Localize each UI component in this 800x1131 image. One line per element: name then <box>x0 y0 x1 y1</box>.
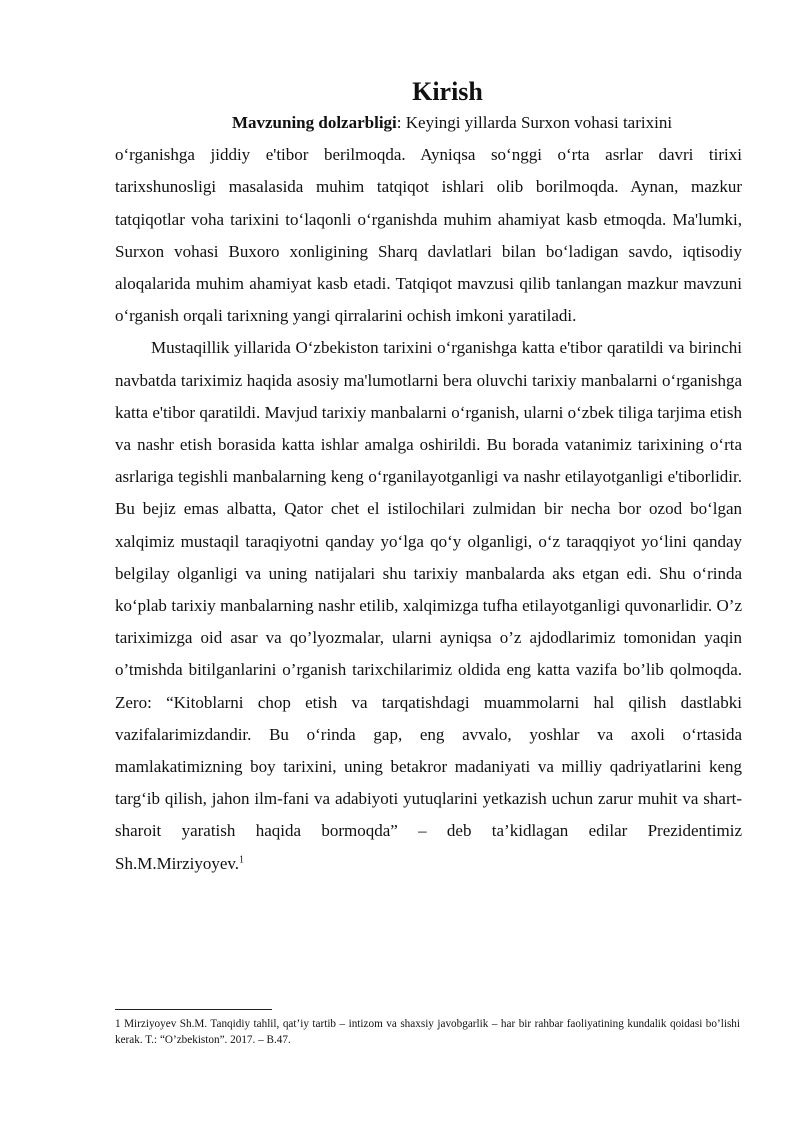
document-body <box>115 107 742 880</box>
paragraph-2-text: Mustaqillik yillarida O‘zbekiston tarixini o‘rganishga katta e'tibor qaratildi va birinchi navbatda tariximiz haqida asosiy ma'lumotlarni bera oluvchi tarixiy manbalarni o‘rganishga katta e'tibor qaratildi. Mavjud tarixiy manbalarni o‘rganish, ularni o‘zbek tiliga tarjima etish va nashr etish borasida katta ishlar amalga oshirildi. Bu borada vatanimiz tarixining o‘rta asrlariga tegishli manbalarning keng o‘rganilayotganligi va nashr etilayotganligi e'tiborlidir. Bu bejiz emas albatta, Qator chet el istilochilari zulmidan bir necha bor ozod bo‘lgan xalqimiz mustaqil taraqiyotni qanday yo‘lga qo‘y olganligi, o‘z taraqqiyot yo‘lini qanday belgilay olganligi va uning natijalari shu tarixiy manbalarda aks etgan edi. Shu o‘rinda ko‘plab tarixiy manbalarning nashr etilib, xalqimizga tufha etilayotganligi quvonarlidir. O’z tariximizga oid asar va qo’lyozmalar, ularni ayniqsa o’z ajdodlarimiz tomonidan yaqin o’tmishda bitilganlarini o’rganish tarixchilarimiz oldida eng katta vazifa bo’lib qolmoqda. Zero: “Kitoblarni chop etish va tarqatishdagi muammolarni hal qilish dastlabki vazifalarimizdandir. Bu o‘rinda gap, eng avvalo, yoshlar va axoli o‘rtasida mamlakatimizning boy tarixini, uning betakror madaniyati va milliy qadriyatlarini keng targ‘ib qilish, jahon ilm-fani va adabiyoti yutuqlarini yetkazish uchun zarur muhit va shart-sharoit yaratish haqida bormoqda” – deb ta’kidlagan edilar Prezidentimiz Sh.M.Mirziyoyev. <box>115 338 742 873</box>
footnote-text: 1 Mirziyoyev Sh.M. Tanqidiy tahlil, qat’iy tartib – intizom va shaxsiy javobgarlik – har bir rahbar faoliyatining kundalik qoidasi bo’lishi kerak. T.: “O’zbekiston”. 2017. – B.47. <box>115 1018 740 1046</box>
footnote-divider <box>115 1009 272 1010</box>
paragraph-1: o‘rganishga jiddiy e'tibor berilmoqda. Ayniqsa so‘nggi o‘rta asrlar davri tirixi tarixshunosligi masalasida muhim tatqiqot ishlari olib borilmoqda. Aynan, mazkur tatqiqotlar voha tarixini to‘laqonli o‘rganishda muhim ahamiyat kasb etmoqda. Ma'lumki, Surxon vohasi Buxoro xonligining Sharq davlatlari bilan bo‘ladigan savdo, iqtisodiy aloqalarida muhim ahamiyat kasb etadi. Tatqiqot mavzusi qilib tanlangan mazkur mavzuni o‘rganish orqali tarixning yangi qirralarini ochish imkoni yaratiladi. <box>115 145 742 326</box>
section-intro-text: : Keyingi yillarda Surxon vohasi tarixini <box>396 113 673 132</box>
paragraph-2 <box>115 332 742 879</box>
section-label: Mavzuning dolzarbligi <box>231 113 397 132</box>
footnote-reference: 1 <box>239 854 245 866</box>
section-intro-line <box>115 107 742 139</box>
page-title: Kirish <box>412 77 483 106</box>
